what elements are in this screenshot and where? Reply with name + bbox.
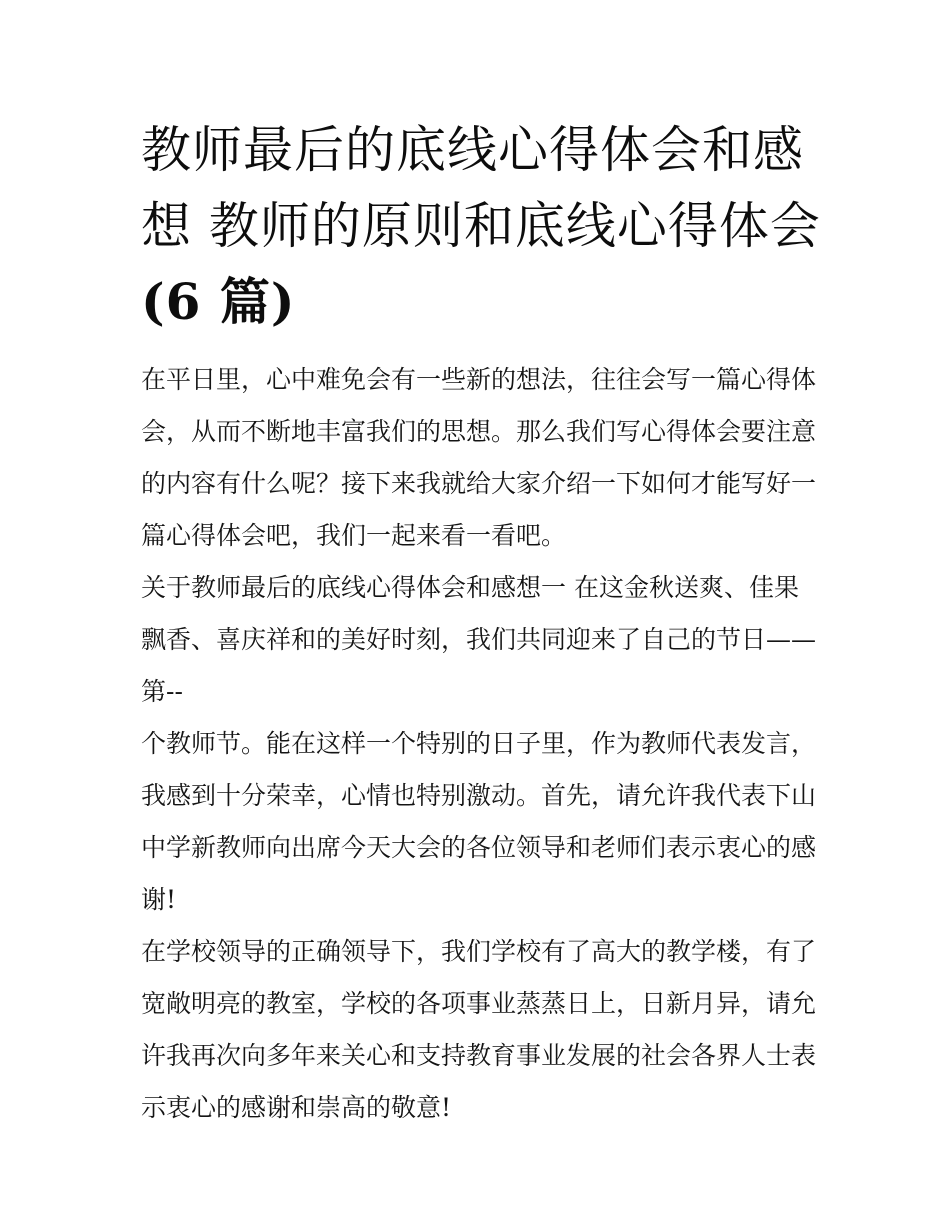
body-line: 会，从而不断地丰富我们的思想。那么我们写心得体会要注意 bbox=[141, 417, 817, 446]
body-line: 篇心得体会吧，我们一起来看一看吧。 bbox=[141, 521, 567, 550]
title-line: (6 篇) bbox=[141, 272, 296, 331]
body-line: 在学校领导的正确领导下，我们学校有了高大的教学楼，有了 bbox=[141, 937, 817, 966]
title-line: 教师最后的底线心得体会和感 bbox=[141, 121, 804, 179]
document-page bbox=[141, 112, 821, 1134]
body-line: 第-- bbox=[141, 677, 183, 706]
document-body bbox=[141, 354, 817, 1134]
body-line: 宽敞明亮的教室，学校的各项事业蒸蒸日上，日新月异，请允 bbox=[141, 989, 817, 1018]
body-line: 中学新教师向出席今天大会的各位领导和老师们表示衷心的感 bbox=[141, 833, 817, 862]
body-line: 飘香、喜庆祥和的美好时刻，我们共同迎来了自己的节日—— bbox=[141, 625, 817, 654]
body-line: 谢! bbox=[141, 885, 177, 914]
body-line: 许我再次向多年来关心和支持教育事业发展的社会各界人士表 bbox=[141, 1041, 817, 1070]
body-line: 的内容有什么呢？接下来我就给大家介绍一下如何才能写好一 bbox=[141, 469, 817, 498]
body-line: 在平日里，心中难免会有一些新的想法，往往会写一篇心得体 bbox=[141, 365, 817, 394]
document-title bbox=[141, 112, 821, 340]
body-line: 示衷心的感谢和崇高的敬意! bbox=[141, 1093, 452, 1122]
body-line: 关于教师最后的底线心得体会和感想一 在这金秋送爽、佳果 bbox=[141, 573, 799, 602]
body-line: 个教师节。能在这样一个特别的日子里，作为教师代表发言， bbox=[141, 729, 817, 758]
title-line: 想 教师的原则和底线心得体会 bbox=[141, 197, 821, 255]
body-line: 我感到十分荣幸，心情也特别激动。首先，请允许我代表下山 bbox=[141, 781, 817, 810]
